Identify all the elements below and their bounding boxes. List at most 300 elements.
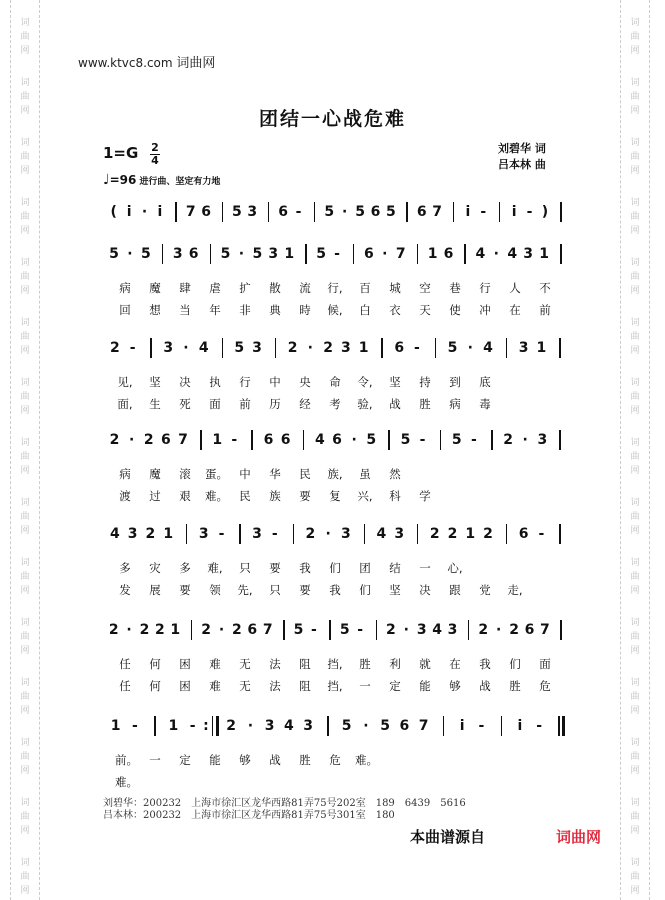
lyric-char: 利 bbox=[389, 657, 401, 671]
lyric-verse2-line-6 bbox=[100, 774, 570, 792]
barline bbox=[239, 524, 241, 544]
lyric-char: 困 bbox=[179, 657, 191, 671]
lyric-char: 毒 bbox=[479, 397, 491, 411]
note: 5 bbox=[400, 432, 411, 448]
barline bbox=[491, 430, 493, 450]
left-watermark-glyph: 曲 bbox=[20, 272, 30, 282]
right-watermark-glyph: 曲 bbox=[630, 452, 640, 462]
lyric-char: 阻 bbox=[299, 679, 311, 693]
left-watermark-glyph: 曲 bbox=[20, 92, 30, 102]
right-watermark-glyph: 词 bbox=[630, 378, 640, 388]
note: 2 bbox=[145, 526, 156, 542]
note: 3 bbox=[127, 526, 138, 542]
note: 5 bbox=[451, 432, 462, 448]
lyric-char: 冲 bbox=[479, 303, 491, 317]
note: 1 bbox=[539, 246, 549, 262]
note: - bbox=[470, 432, 477, 448]
right-watermark-glyph: 网 bbox=[630, 226, 640, 236]
right-watermark-glyph: 网 bbox=[630, 106, 640, 116]
note: 5 bbox=[355, 204, 365, 220]
note: 5 bbox=[293, 622, 304, 638]
note: 5 bbox=[386, 204, 396, 220]
lyric-char: 行 bbox=[239, 375, 251, 389]
barline bbox=[468, 620, 470, 640]
lyric-char: 人 bbox=[509, 281, 521, 295]
lyric-char: 考 bbox=[329, 397, 341, 411]
note: 5 bbox=[232, 204, 242, 220]
lyric-char: 一 bbox=[359, 679, 371, 693]
lyric-char: 当 bbox=[179, 303, 191, 317]
lyric-char: 回 bbox=[119, 303, 131, 317]
lyric-char: 在 bbox=[449, 657, 461, 671]
right-watermark-glyph: 词 bbox=[630, 618, 640, 628]
note: 2 bbox=[155, 622, 165, 638]
lyric-char: 然 bbox=[389, 467, 401, 481]
lyric-char: 无 bbox=[239, 657, 251, 671]
lyric-char: 发 bbox=[119, 583, 131, 597]
repeat-sign: : bbox=[203, 718, 209, 734]
note: 6 bbox=[370, 204, 381, 220]
note: 6 bbox=[416, 204, 427, 220]
lyric-char: 胜 bbox=[509, 679, 521, 693]
right-watermark-glyph: 网 bbox=[630, 526, 640, 536]
left-watermark-glyph: 词 bbox=[20, 798, 30, 808]
barline bbox=[560, 202, 562, 222]
right-watermark-glyph: 网 bbox=[630, 286, 640, 296]
note: 2 bbox=[429, 526, 440, 542]
left-watermark-glyph: 词 bbox=[20, 258, 30, 268]
double-barline bbox=[562, 716, 565, 736]
note: 2 bbox=[139, 622, 150, 638]
left-watermark-glyph: 词 bbox=[20, 18, 30, 28]
lyric-char: 展 bbox=[149, 583, 161, 597]
note: 3 bbox=[268, 246, 279, 262]
barline bbox=[200, 430, 202, 450]
lyric-char: 要 bbox=[299, 583, 311, 597]
lyric-char: 在 bbox=[509, 303, 521, 317]
barline bbox=[222, 338, 224, 358]
note: 3 bbox=[394, 526, 405, 542]
left-watermark-glyph: 曲 bbox=[20, 632, 30, 642]
site-url[interactable]: www.ktvc8.com bbox=[78, 56, 173, 70]
lyric-char: 中 bbox=[269, 375, 281, 389]
note: 1 bbox=[110, 718, 121, 734]
note: - bbox=[538, 526, 545, 542]
lyric-char: 魔 bbox=[149, 281, 161, 295]
left-watermark-glyph: 网 bbox=[20, 226, 30, 236]
left-watermark-glyph: 网 bbox=[20, 526, 30, 536]
left-watermark-glyph: 网 bbox=[20, 346, 30, 356]
lyric-char: 难 bbox=[209, 657, 221, 671]
lyric-char: 族, bbox=[327, 467, 343, 481]
note: 7 bbox=[432, 204, 442, 220]
note: 3 bbox=[341, 340, 351, 356]
note: 2 bbox=[108, 622, 119, 638]
lyric-char: 够 bbox=[449, 679, 461, 693]
note: 6 bbox=[394, 340, 405, 356]
barline bbox=[559, 524, 561, 544]
tempo-expression: 进行曲、坚定有力地 bbox=[139, 177, 221, 187]
barline bbox=[435, 338, 437, 358]
note: 6 bbox=[188, 246, 199, 262]
barline bbox=[560, 620, 562, 640]
note: 3 bbox=[247, 204, 258, 220]
barline bbox=[506, 524, 508, 544]
right-watermark-glyph: 网 bbox=[630, 406, 640, 416]
left-watermark-glyph: 网 bbox=[20, 646, 30, 656]
right-watermark-glyph: 词 bbox=[630, 18, 640, 28]
lyric-char: 行 bbox=[479, 281, 491, 295]
note: · bbox=[307, 340, 313, 356]
lyric-char: 肆 bbox=[179, 281, 191, 295]
left-watermark-glyph: 词 bbox=[20, 498, 30, 508]
lyric-char: 典 bbox=[269, 303, 281, 317]
left-watermark-glyph: 网 bbox=[20, 886, 30, 896]
left-watermark-glyph: 词 bbox=[20, 198, 30, 208]
right-watermark-glyph: 词 bbox=[630, 798, 640, 808]
left-watermark-glyph: 曲 bbox=[20, 512, 30, 522]
left-watermark-glyph: 词 bbox=[20, 858, 30, 868]
lyric-char: 滚 bbox=[179, 467, 191, 481]
left-watermark-glyph: 网 bbox=[20, 466, 30, 476]
left-watermark-glyph: 曲 bbox=[20, 332, 30, 342]
left-watermark-strip bbox=[10, 0, 40, 900]
note: · bbox=[238, 246, 245, 262]
right-watermark-glyph: 网 bbox=[630, 646, 640, 656]
right-watermark-glyph: 曲 bbox=[630, 152, 640, 162]
lyric-char: 团 bbox=[359, 561, 371, 575]
lyric-char: 战 bbox=[479, 679, 491, 693]
note: i bbox=[511, 204, 517, 220]
lyric-char: 们 bbox=[329, 561, 341, 575]
lyric-char: 面, bbox=[117, 397, 133, 411]
note: 5 bbox=[252, 246, 263, 262]
note: 3 bbox=[523, 246, 534, 262]
left-watermark-glyph: 词 bbox=[20, 438, 30, 448]
lyric-char: 坚 bbox=[389, 583, 401, 597]
lyric-char: 能 bbox=[209, 753, 221, 767]
note: 5 bbox=[366, 432, 377, 448]
lyric-char: 我 bbox=[479, 657, 491, 671]
note: - bbox=[480, 204, 487, 220]
lyric-char: 白 bbox=[359, 303, 371, 317]
lyric-char: 想 bbox=[149, 303, 161, 317]
lyric-char: 命 bbox=[329, 375, 341, 389]
lyric-char: 渡 bbox=[119, 489, 131, 503]
lyric-char: 结 bbox=[389, 561, 401, 575]
right-watermark-glyph: 网 bbox=[630, 886, 640, 896]
lyric-char: 灾 bbox=[149, 561, 161, 575]
right-watermark-glyph: 曲 bbox=[630, 632, 640, 642]
lyric-char: 令, bbox=[357, 375, 373, 389]
barline bbox=[150, 338, 152, 358]
barline bbox=[453, 202, 455, 222]
note: ) bbox=[541, 204, 549, 220]
note: · bbox=[247, 718, 254, 734]
note: - bbox=[189, 718, 196, 734]
barline bbox=[268, 202, 270, 222]
barline bbox=[499, 202, 501, 222]
note: 2 bbox=[483, 526, 493, 542]
lyric-char: 能 bbox=[419, 679, 431, 693]
note: 3 bbox=[198, 526, 209, 542]
address-composer: 吕本林：200232 上海市徐汇区龙华西路81弄75号301室 180 bbox=[103, 810, 395, 821]
note: 7 bbox=[395, 246, 406, 262]
melody-line-5 bbox=[100, 622, 570, 646]
left-watermark-glyph: 曲 bbox=[20, 452, 30, 462]
note: 6 bbox=[443, 246, 454, 262]
note: 4 bbox=[475, 246, 486, 262]
note: 3 bbox=[252, 340, 262, 356]
barline bbox=[275, 338, 277, 358]
note: · bbox=[342, 204, 348, 220]
lyric-char: 時 bbox=[299, 303, 311, 317]
note: · bbox=[183, 340, 189, 356]
lyric-char: 历 bbox=[269, 397, 281, 411]
note: 7 bbox=[178, 432, 188, 448]
note: 5 bbox=[341, 718, 352, 734]
lyric-char: 战 bbox=[269, 753, 281, 767]
left-watermark-glyph: 曲 bbox=[20, 392, 30, 402]
lyric-char: 死 bbox=[179, 397, 191, 411]
lyric-char: 胜 bbox=[359, 657, 371, 671]
lyric-char: 领 bbox=[209, 583, 221, 597]
lyric-char: 难。 bbox=[115, 775, 138, 789]
lyric-char: 科 bbox=[389, 489, 401, 503]
lyric-char: 民 bbox=[239, 489, 251, 503]
intro-line bbox=[100, 204, 570, 228]
left-watermark-glyph: 词 bbox=[20, 78, 30, 88]
note: 5 bbox=[447, 340, 458, 356]
lyric-char: 法 bbox=[269, 657, 281, 671]
right-watermark-glyph: 曲 bbox=[630, 572, 640, 582]
left-watermark-glyph: 网 bbox=[20, 286, 30, 296]
site-name[interactable]: 词曲网 bbox=[176, 56, 216, 71]
note: 5 bbox=[220, 246, 231, 262]
right-watermark-glyph: 词 bbox=[630, 858, 640, 868]
lyric-char: 持 bbox=[419, 375, 431, 389]
right-watermark-glyph: 曲 bbox=[630, 752, 640, 762]
note: 2 bbox=[447, 526, 458, 542]
lyric-char: 只 bbox=[269, 583, 281, 597]
left-watermark-glyph: 曲 bbox=[20, 692, 30, 702]
note: 2 bbox=[323, 340, 333, 356]
time-sig-top: 2 bbox=[151, 141, 159, 154]
barline bbox=[293, 524, 295, 544]
lyric-char: 一 bbox=[419, 561, 431, 575]
lyric-char: 央 bbox=[299, 375, 311, 389]
note: 6 bbox=[247, 622, 258, 638]
lyric-char: 决 bbox=[179, 375, 191, 389]
left-watermark-glyph: 网 bbox=[20, 46, 30, 56]
note: - bbox=[131, 718, 138, 734]
melody-line-6 bbox=[100, 718, 570, 742]
barline bbox=[191, 620, 193, 640]
note: 2 bbox=[110, 340, 120, 356]
site-header[interactable] bbox=[78, 52, 215, 71]
left-watermark-glyph: 网 bbox=[20, 766, 30, 776]
lyricist-credit: 刘碧华 词 bbox=[498, 142, 546, 155]
lyric-char: 要 bbox=[269, 561, 281, 575]
lyric-char: 经 bbox=[299, 397, 311, 411]
lyric-char: 面 bbox=[539, 657, 551, 671]
right-watermark-glyph: 曲 bbox=[630, 272, 640, 282]
barline bbox=[210, 244, 212, 264]
lyric-verse1-line-5 bbox=[100, 656, 570, 674]
lyric-verse2-line-1 bbox=[100, 302, 570, 320]
right-watermark-glyph: 曲 bbox=[630, 32, 640, 42]
lyric-char: 只 bbox=[239, 561, 251, 575]
note: · bbox=[467, 340, 473, 356]
lyric-char: 民 bbox=[299, 467, 311, 481]
barline bbox=[305, 244, 307, 264]
lyric-char: 执 bbox=[209, 375, 221, 389]
lyric-char: 见, bbox=[117, 375, 133, 389]
left-watermark-glyph: 曲 bbox=[20, 572, 30, 582]
right-watermark-glyph: 曲 bbox=[630, 92, 640, 102]
note: 3 bbox=[447, 622, 458, 638]
lyric-char: 走, bbox=[507, 583, 523, 597]
lyric-char: 一 bbox=[149, 753, 161, 767]
note: 5 bbox=[339, 622, 350, 638]
lyric-char: 验, bbox=[357, 397, 373, 411]
right-watermark-glyph: 网 bbox=[630, 586, 640, 596]
note: - bbox=[231, 432, 238, 448]
lyric-char: 生 bbox=[149, 397, 161, 411]
lyric-char: 我 bbox=[299, 561, 311, 575]
lyric-char: 巷 bbox=[449, 281, 461, 295]
note: 4 bbox=[432, 622, 442, 638]
barline bbox=[381, 338, 383, 358]
barline bbox=[558, 716, 560, 736]
lyric-char: 病 bbox=[119, 467, 131, 481]
brand-logo[interactable]: 词曲网 bbox=[556, 828, 602, 846]
barline bbox=[417, 524, 419, 544]
right-watermark-glyph: 网 bbox=[630, 46, 640, 56]
double-barline bbox=[216, 716, 219, 736]
right-watermark-glyph: 曲 bbox=[630, 512, 640, 522]
melody-line-2 bbox=[100, 340, 570, 364]
lyric-char: 我 bbox=[329, 583, 341, 597]
note: 2 bbox=[503, 432, 513, 448]
lyric-char: 复 bbox=[329, 489, 341, 503]
note: i bbox=[459, 718, 465, 734]
left-watermark-glyph: 词 bbox=[20, 378, 30, 388]
note: 7 bbox=[262, 622, 273, 638]
note: 3 bbox=[303, 718, 313, 734]
barline bbox=[464, 244, 466, 264]
lyric-char: 中 bbox=[239, 467, 251, 481]
lyric-char: 天 bbox=[419, 303, 431, 317]
lyric-char: 先, bbox=[237, 583, 253, 597]
note: 5 bbox=[324, 204, 335, 220]
note: - bbox=[334, 246, 340, 262]
note: · bbox=[363, 718, 369, 734]
lyric-char: 扩 bbox=[239, 281, 251, 295]
note: · bbox=[127, 246, 133, 262]
lyric-char: 使 bbox=[449, 303, 461, 317]
right-watermark-glyph: 曲 bbox=[630, 332, 640, 342]
lyric-char: 虽 bbox=[359, 467, 371, 481]
right-watermark-glyph: 词 bbox=[630, 78, 640, 88]
lyric-char: 非 bbox=[239, 303, 251, 317]
right-watermark-glyph: 词 bbox=[630, 198, 640, 208]
right-watermark-glyph: 网 bbox=[630, 766, 640, 776]
note: 1 bbox=[170, 622, 181, 638]
right-watermark-glyph: 词 bbox=[630, 678, 640, 688]
barline bbox=[175, 202, 177, 222]
note: · bbox=[351, 432, 357, 448]
lyric-char: 党 bbox=[479, 583, 491, 597]
note: - bbox=[357, 622, 363, 638]
note: 1 bbox=[163, 526, 174, 542]
lyric-char: 蛋。 bbox=[205, 467, 228, 481]
lyric-char: 困 bbox=[179, 679, 191, 693]
lyric-char: 心, bbox=[447, 561, 463, 575]
right-watermark-strip bbox=[620, 0, 650, 900]
lyric-char: 胜 bbox=[299, 753, 311, 767]
note: i bbox=[157, 204, 163, 220]
barline bbox=[388, 430, 390, 450]
lyric-char: 到 bbox=[449, 375, 461, 389]
lyric-verse2-line-4 bbox=[100, 582, 570, 600]
lyric-verse2-line-5 bbox=[100, 678, 570, 696]
lyric-char: 百 bbox=[359, 281, 371, 295]
left-watermark-glyph: 词 bbox=[20, 678, 30, 688]
note: 6 bbox=[161, 432, 171, 448]
left-watermark-glyph: 曲 bbox=[20, 152, 30, 162]
note: 3 bbox=[264, 718, 275, 734]
lyric-verse2-line-2 bbox=[100, 396, 570, 414]
note: 3 bbox=[172, 246, 183, 262]
note: 2 bbox=[509, 622, 519, 638]
note: - bbox=[295, 204, 302, 220]
lyric-char: 多 bbox=[179, 561, 191, 575]
barline bbox=[376, 620, 378, 640]
note: 6 bbox=[280, 432, 291, 448]
lyric-char: 病 bbox=[119, 281, 131, 295]
note: 4 bbox=[284, 718, 294, 734]
lyric-char: 危 bbox=[329, 753, 341, 767]
lyric-char: 前 bbox=[239, 397, 251, 411]
lyric-verse2-line-3 bbox=[100, 488, 570, 506]
lyric-char: 年 bbox=[209, 303, 221, 317]
tempo-value: =96 bbox=[109, 173, 137, 187]
note: 4 bbox=[198, 340, 209, 356]
lyric-char: 空 bbox=[419, 281, 431, 295]
note: i bbox=[517, 718, 523, 734]
right-watermark-glyph: 词 bbox=[630, 558, 640, 568]
lyric-char: 们 bbox=[359, 583, 371, 597]
lyric-char: 虐 bbox=[209, 281, 221, 295]
note: 6 bbox=[524, 622, 535, 638]
lyric-char: 要 bbox=[179, 583, 191, 597]
barline bbox=[506, 338, 508, 358]
source-label: 本曲谱源自 bbox=[410, 828, 486, 846]
left-watermark-glyph: 曲 bbox=[20, 812, 30, 822]
right-watermark-glyph: 词 bbox=[630, 258, 640, 268]
right-watermark-glyph: 词 bbox=[630, 318, 640, 328]
left-watermark-glyph: 网 bbox=[20, 586, 30, 596]
note: · bbox=[218, 622, 225, 638]
lyric-char: 任 bbox=[119, 679, 131, 693]
note: 6 bbox=[399, 718, 410, 734]
note: 3 bbox=[252, 526, 262, 542]
barline bbox=[162, 244, 164, 264]
lyric-char: 流 bbox=[299, 281, 311, 295]
note: 3 bbox=[518, 340, 529, 356]
right-watermark-glyph: 网 bbox=[630, 346, 640, 356]
